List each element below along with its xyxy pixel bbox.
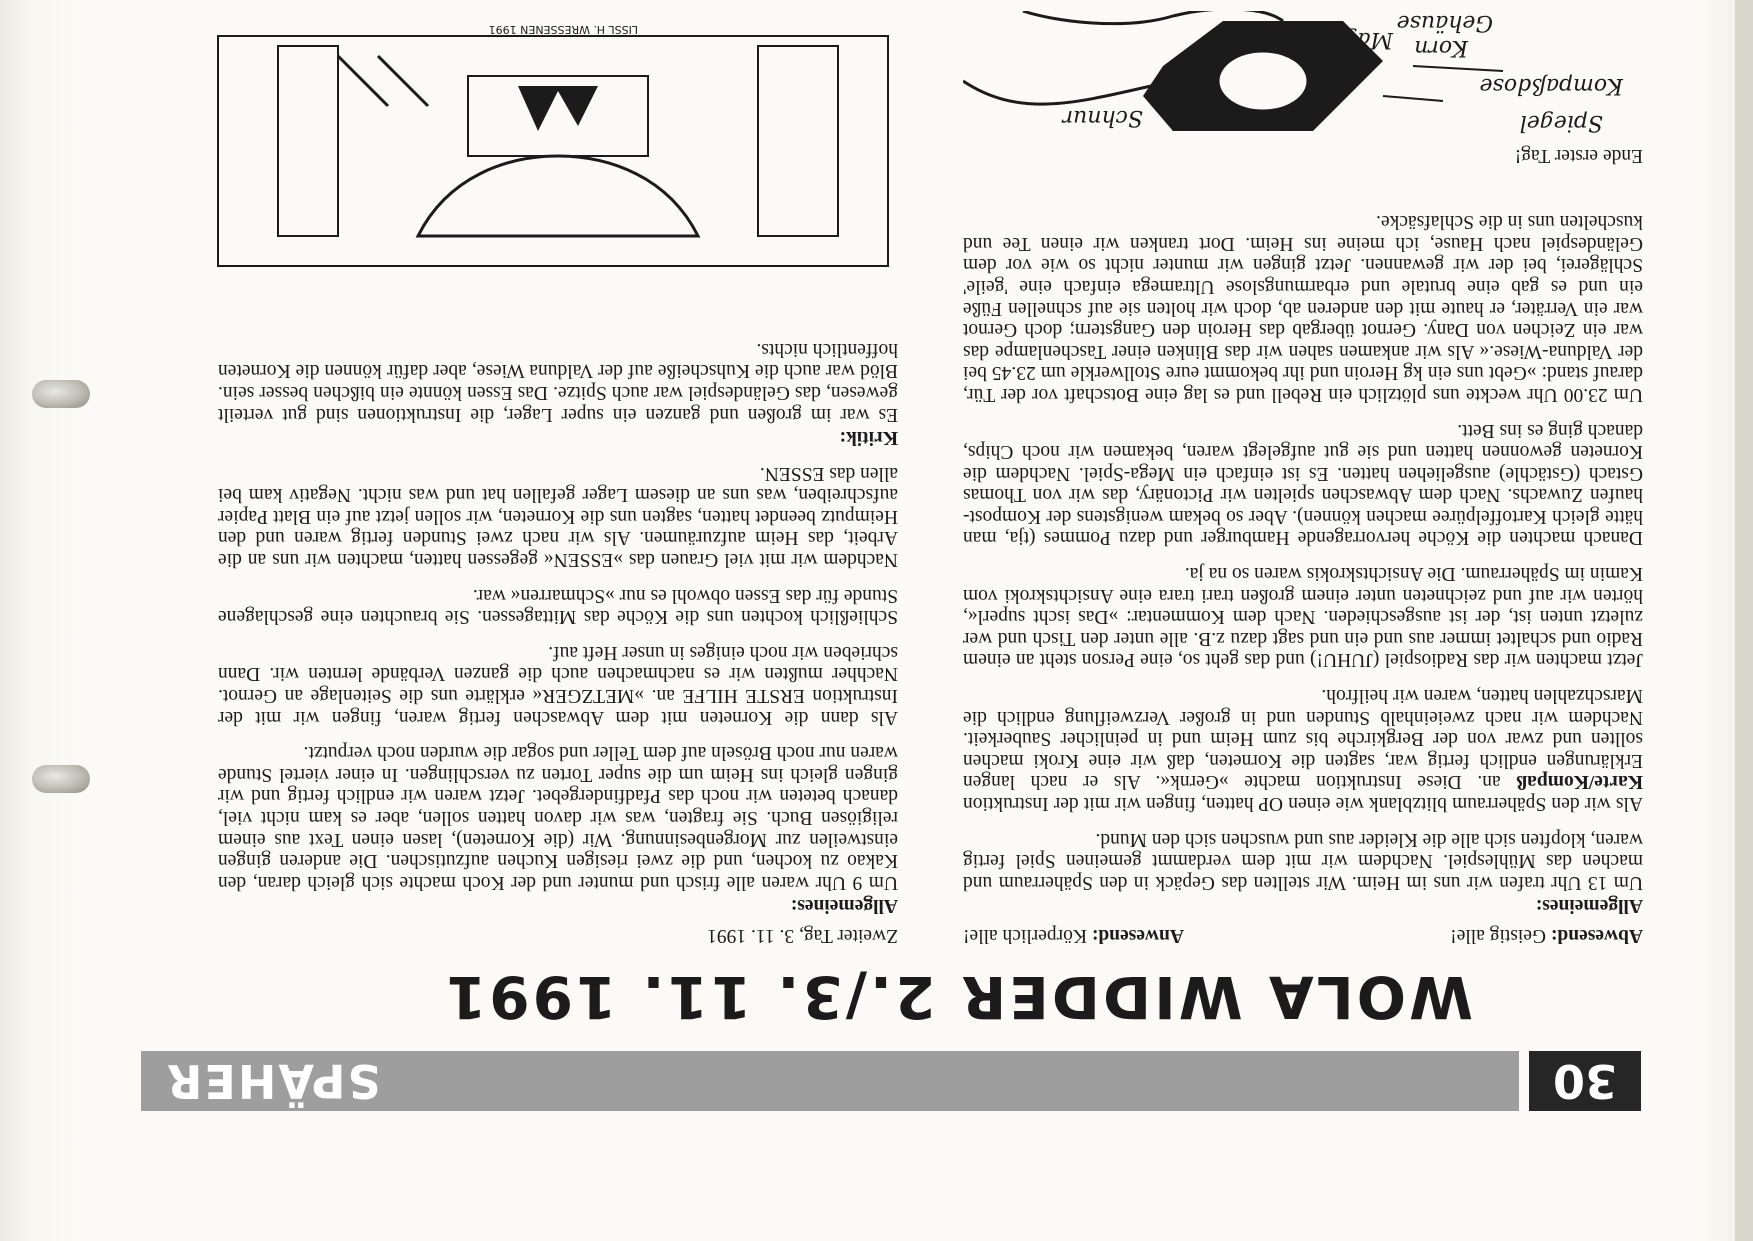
label-kompassdose: Kompaßdose xyxy=(1479,73,1623,98)
article-title: WOLA WIDDER 2./3. 11. 1991 xyxy=(442,963,1473,1031)
cord-line xyxy=(963,81,1173,104)
drawing-caption: LISSL H. WRESSENEN 1991 xyxy=(488,23,638,36)
end-day-one: Ende erster Tag! xyxy=(1514,145,1643,166)
attendance-line xyxy=(963,924,1643,946)
paragraph: Um 9 Uhr waren alle frisch und munter und der Koch machte sich gleich daran, den Kakao zu kochen, und die zwei riesigen Kuchen aufzutischen. Die anderen gingen einstweilen zur Morgenbesinnung. Wir (die Korneten), lasen einen Text aus einem religiösen Buch. Sie fragten, was wir davon hatten sollen, aber es kam nicht viel, danach beteten wir noch das Pfadfindergebet. Jetzt waren wir endlich fertig und wir gingen gleich ins Heim um die super Torten zu verschlingen. In einer viertel Stunde waren nur noch Bröseln auf dem Teller und sogar die wurden noch verputzt. xyxy=(218,742,898,893)
compass-dial xyxy=(1218,51,1308,111)
pointer-line xyxy=(1413,66,1503,71)
section-title: SPÄHER xyxy=(165,1054,381,1108)
column-day-one xyxy=(963,197,1643,946)
label-gehaeuse: Gehäuse xyxy=(1396,11,1493,35)
flames xyxy=(518,86,598,131)
binder-hole xyxy=(32,380,90,408)
date-line: Zweiter Tag, 3. 11. 1991 xyxy=(707,925,898,946)
label-magnetnadel: Magnetnadel xyxy=(1245,27,1393,52)
paragraph: Als wir den Späherraum blitzblank wie einen OP hatten, fingen wir mit der Instruktion Karte/Kompaß an. Diese Instruktion machte »Gernk«. Als er nach langen Erklärungen endlich fertig war, sagten die Korneten, daß wir eine Kroki machen sollten und zwar von der Bergkirche bis zum Heim und in peinlicher Sauberkeit. Nachdem wir nach zweieinhalb Stunden und in großer Verzweiflung endlich die Marschzahlen hatten, waren wir heilfroh. xyxy=(963,685,1643,815)
paragraph: Es war im großen und ganzen ein super Lager, die Instruktionen sind gut verteilt gewesen, das Geländespiel war auch Spitze. Das Essen könnte ein bißchen besser sein. Blöd war auch die Kuhscheiße auf der Valduna Wiese, aber dafür können die Korneten hoffentlich nichts. xyxy=(218,338,898,425)
heading-allgemeines-2: Allgemeines: xyxy=(790,895,898,917)
fireplace-hood xyxy=(418,156,698,236)
label-schnur: Schnur xyxy=(1062,105,1143,130)
page-header xyxy=(141,1051,1641,1111)
heading-kritik: Kritik: xyxy=(839,427,898,449)
paragraph: Nachdem wir mit viel Grauen das »ESSEN« gegessen hatten, machten wir uns an die Arbeit, das Heim aufzuräumen. Als wir nach zwei Stunden fertig waren und den Heimputz beendet hatten, sagten uns die Korneten, wir sollen jetzt auf ein Blatt Papier aufschreiben, was uns an diesem Lager gefallen hat und was nicht. Negativ kam bei allen das ESSEN. xyxy=(218,462,898,571)
paragraph: Als dann die Korneten mit dem Abwaschen fertig waren, fingen wir mit der Instruktion ERSTE HILFE an. »METZGER« erklärte uns die Seitenlage an Gernot. Nachher mußten wir es nachmachen auch die ganzen Verbände lernten wir. Dann schrieben wir noch einiges in unser Heft auf. xyxy=(218,641,898,728)
heading-allgemeines-1: Allgemeines: xyxy=(1535,895,1643,917)
abwesend: Abwesend: Geistig alle! xyxy=(1450,925,1643,946)
paragraph: Um 23.00 Uhr weckte uns plötzlich ein Rebell und es lag eine Botschaft vor der Tür, darauf stand: »Gebt uns ein kg Heroin und ihr bekommt eure Stollwerkle um 23.45 bei der Valduna-Wiese.« Als wir ankamen sahen wir das Blinken einer Taschenlampe das war ein Zeichen von Dany. Gernot übergab das Heroin den Gangstern; doch Gernot war ein Verräter, er haute mit den anderen ab, doch wir holten sie auf schnellen Füße ein und es gab eine brutale und erbarmungslose Ultramega einfach eine 'geile' Schlägerei, bei der wir gewannen. Jetzt gingen wir munter nicht so wie vor dem Geländespiel nach Hause, ich meine ins Heim. Dort tranken wir einen Tee und kuschelten uns in die Schlafsäcke. xyxy=(963,211,1643,405)
paragraph: Schließlich kochten uns die Köche das Mittagessen. Sie brauchten eine geschlagene Stunde für das Essen obwohl es nur »Schmarren« war. xyxy=(218,584,898,628)
pointer-line xyxy=(1383,96,1443,101)
binding-edge xyxy=(1735,0,1753,1241)
paragraph: Um 13 Uhr trafen wir uns im Heim. Wir stellten das Gepäck in den Späherraum und machen das Mühlespiel. Nachdem wir mit dem verdammt gemeinen Spiel fertig waren, klopften sich alle die Kleider aus und wuschen sich den Mund. xyxy=(963,828,1643,893)
page-number: 30 xyxy=(1529,1051,1641,1111)
paragraph: Danach machten die Köche hervorragende Hamburger und dazu Pommes (tja, man hätte gleich Kartoffelpüree machen können). Aber so bekam wenigstens der Kompost-haufen Zuwachs. Nach dem Abwaschen spielten wir Pictonäry, das wir von Thomas Gstach (Gstächle) ausgeliehen hatten. Es ist einfach ein Mega-Spiel. Nachdem die Korneten gewonnen hatten und sie gut aufgelegt waren, bekamen wir noch Chips, danach ging es ins Bett. xyxy=(963,419,1643,549)
section-band xyxy=(141,1051,1519,1111)
compass-drawing xyxy=(963,11,1643,141)
fireplace-drawing xyxy=(208,21,898,276)
column-day-two xyxy=(218,324,898,946)
wall-hanging xyxy=(758,46,838,236)
paragraph: Jetzt machten wir das Radiospiel (JUHU!) und das geht so, eine Person steht an einem Radio und schaltet immer aus und ein und sagt dazu z.B. alle unter den Tisch und wer zuletzt unten ist, der ist ausgeschieden. Nach dem Kommentar: »Das ischt superl«, hörten wir auf und zeichneten unter einem großen trari trara eine Ansichtskroki vom Kamin im Späherraum. Die Ansichtskrokis waren so na ja. xyxy=(963,563,1643,671)
binder-hole xyxy=(32,765,90,793)
label-spiegel: Spiegel xyxy=(1519,110,1603,135)
wall-hanging xyxy=(278,46,338,236)
drawing-frame xyxy=(218,36,888,266)
anwesend: Anwesend: Körperlich alle! xyxy=(963,925,1184,946)
compass-sketch xyxy=(963,11,1643,141)
fireplace-illustration xyxy=(208,21,898,276)
label-korn: Korn xyxy=(1414,35,1468,60)
tools xyxy=(338,56,428,106)
